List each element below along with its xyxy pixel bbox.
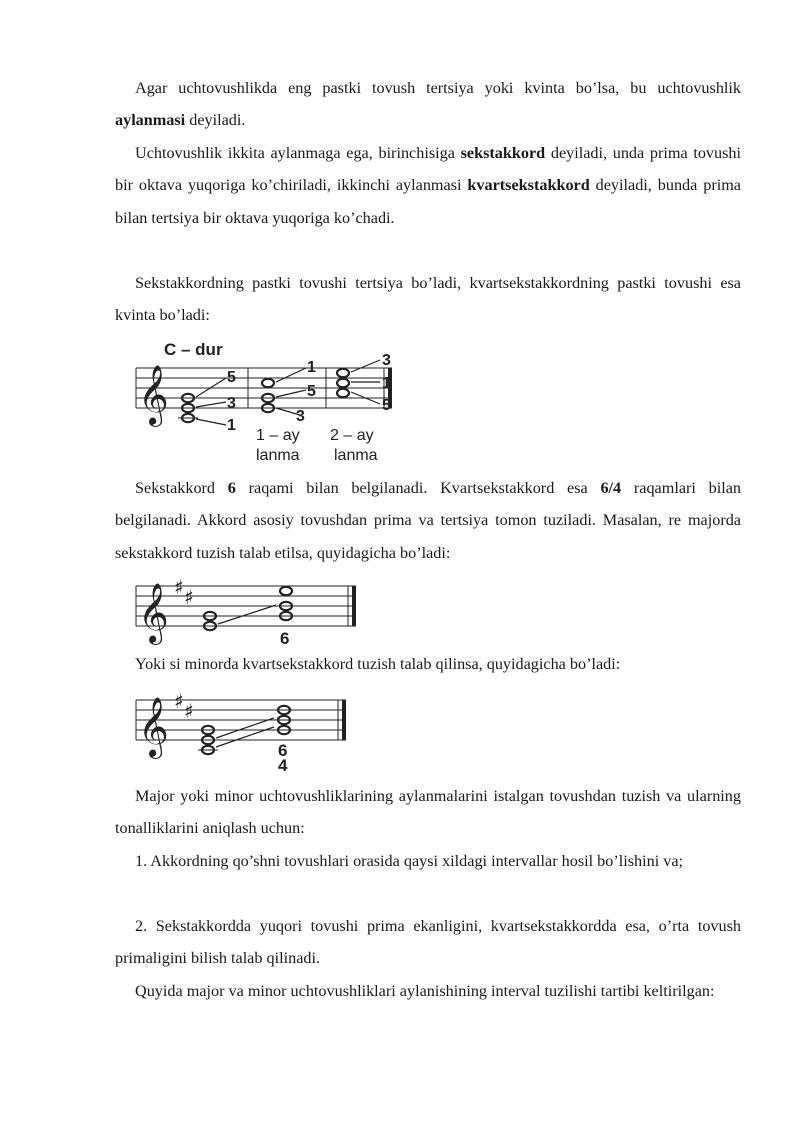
figure-c-dur-inversions: [130, 330, 400, 468]
figure-title: C – dur: [164, 340, 223, 359]
text: Yoki si minorda kvartsekstakkord tuzish talab qilinsa, quyidagicha bo’ladi:: [135, 655, 621, 673]
treble-clef-icon: 𝄞: [138, 365, 169, 425]
interval-label: 3: [296, 408, 305, 425]
interval-label: 5: [227, 369, 236, 386]
inversion-caption: 1 – ay: [256, 427, 300, 444]
interval-label: 5: [307, 383, 316, 400]
paragraph-1: [115, 72, 741, 137]
paragraph-5: [115, 648, 741, 680]
treble-clef-icon: 𝄞: [138, 583, 169, 643]
bold-term: 6: [227, 479, 236, 497]
text: Uchtovushlik ikkita aylanmaga ega, birinchisiga: [135, 144, 461, 162]
paragraph-3: [115, 267, 741, 332]
music-staff-svg: [130, 566, 362, 648]
text: deyiladi, unda prima tovushi bir oktava yuqoriga ko’chiriladi, ikkinchi aylanmasi: [115, 144, 741, 195]
paragraph-8: [115, 910, 741, 975]
text: raqamlari bilan belgilanadi. Akkord asosiy tovushdan prima va tertsiya tomon tuziladi. Masalan, re majorda sekstakkord tuzish talab etilsa, quyidagicha bo’ladi:: [115, 479, 742, 562]
inversion-caption: lanma: [334, 447, 378, 464]
bold-term: kvartsekstakkord: [467, 176, 590, 195]
sharp-icon: ♯: [184, 585, 194, 609]
treble-clef-icon: 𝄞: [138, 697, 169, 757]
paragraph-7: [115, 845, 741, 877]
interval-label: 3: [382, 352, 391, 369]
figure-b-minor-quartsextachord: [130, 684, 352, 776]
interval-label: 1: [307, 359, 316, 376]
interval-label: 1: [382, 375, 391, 392]
interval-label: 1: [227, 417, 236, 434]
text: Quyida major va minor uchtovushliklari aylanishining interval tuzilishi tartibi keltirilgan:: [135, 982, 715, 1000]
bold-term: aylanmasi: [115, 111, 186, 130]
bold-term: 6/4: [600, 479, 622, 497]
inversion-caption: 2 – ay: [330, 427, 374, 444]
text: Major yoki minor uchtovushliklarining aylanmalarini istalgan tovushdan tuzish va ularning tonalliklarini aniqlash uchun:: [115, 787, 741, 838]
text: deyiladi, bunda prima bilan tertsiya bir oktava yuqoriga ko’chadi.: [115, 176, 741, 227]
sharp-icon: ♯: [174, 689, 184, 713]
text: deyiladi.: [185, 111, 246, 130]
figured-bass-label: 4: [278, 756, 288, 775]
sharp-icon: ♯: [184, 699, 194, 723]
figure-d-major-sextachord: [130, 566, 362, 648]
text: 2. Sekstakkordda yuqori tovushi prima ekanligini, kvartsekstakkordda esa, o’rta tovush primaligini bilish talab qilinadi.: [115, 917, 741, 968]
text: Sekstakkordning pastki tovushi tertsiya bo’ladi, kvartsekstakkordning pastki tovushi esa kvinta bo’ladi:: [115, 274, 741, 325]
bold-term: sekstakkord: [460, 144, 546, 162]
paragraph-2: [115, 137, 741, 234]
inversion-caption: lanma: [256, 447, 300, 464]
text: raqami bilan belgilanadi. Kvartsekstakkord esa: [235, 479, 601, 497]
paragraph-9: [115, 975, 741, 1007]
text: Agar uchtovushlikda eng pastki tovush tertsiya yoki kvinta bo’lsa, bu uchtovushlik: [135, 79, 741, 97]
sharp-icon: ♯: [174, 575, 184, 599]
figured-bass-label: 6: [278, 741, 288, 760]
paragraph-4: [115, 472, 741, 569]
text: Sekstakkord: [135, 479, 228, 497]
interval-label: 3: [227, 395, 236, 412]
music-staff-svg: [130, 330, 400, 468]
interval-label: 5: [382, 397, 391, 414]
text: 1. Akkordning qo’shni tovushlari orasida qaysi xildagi intervallar hosil bo’lishini va;: [135, 852, 684, 870]
paragraph-6: [115, 780, 741, 845]
music-staff-svg: [130, 684, 352, 776]
figured-bass-label: 6: [280, 629, 290, 648]
